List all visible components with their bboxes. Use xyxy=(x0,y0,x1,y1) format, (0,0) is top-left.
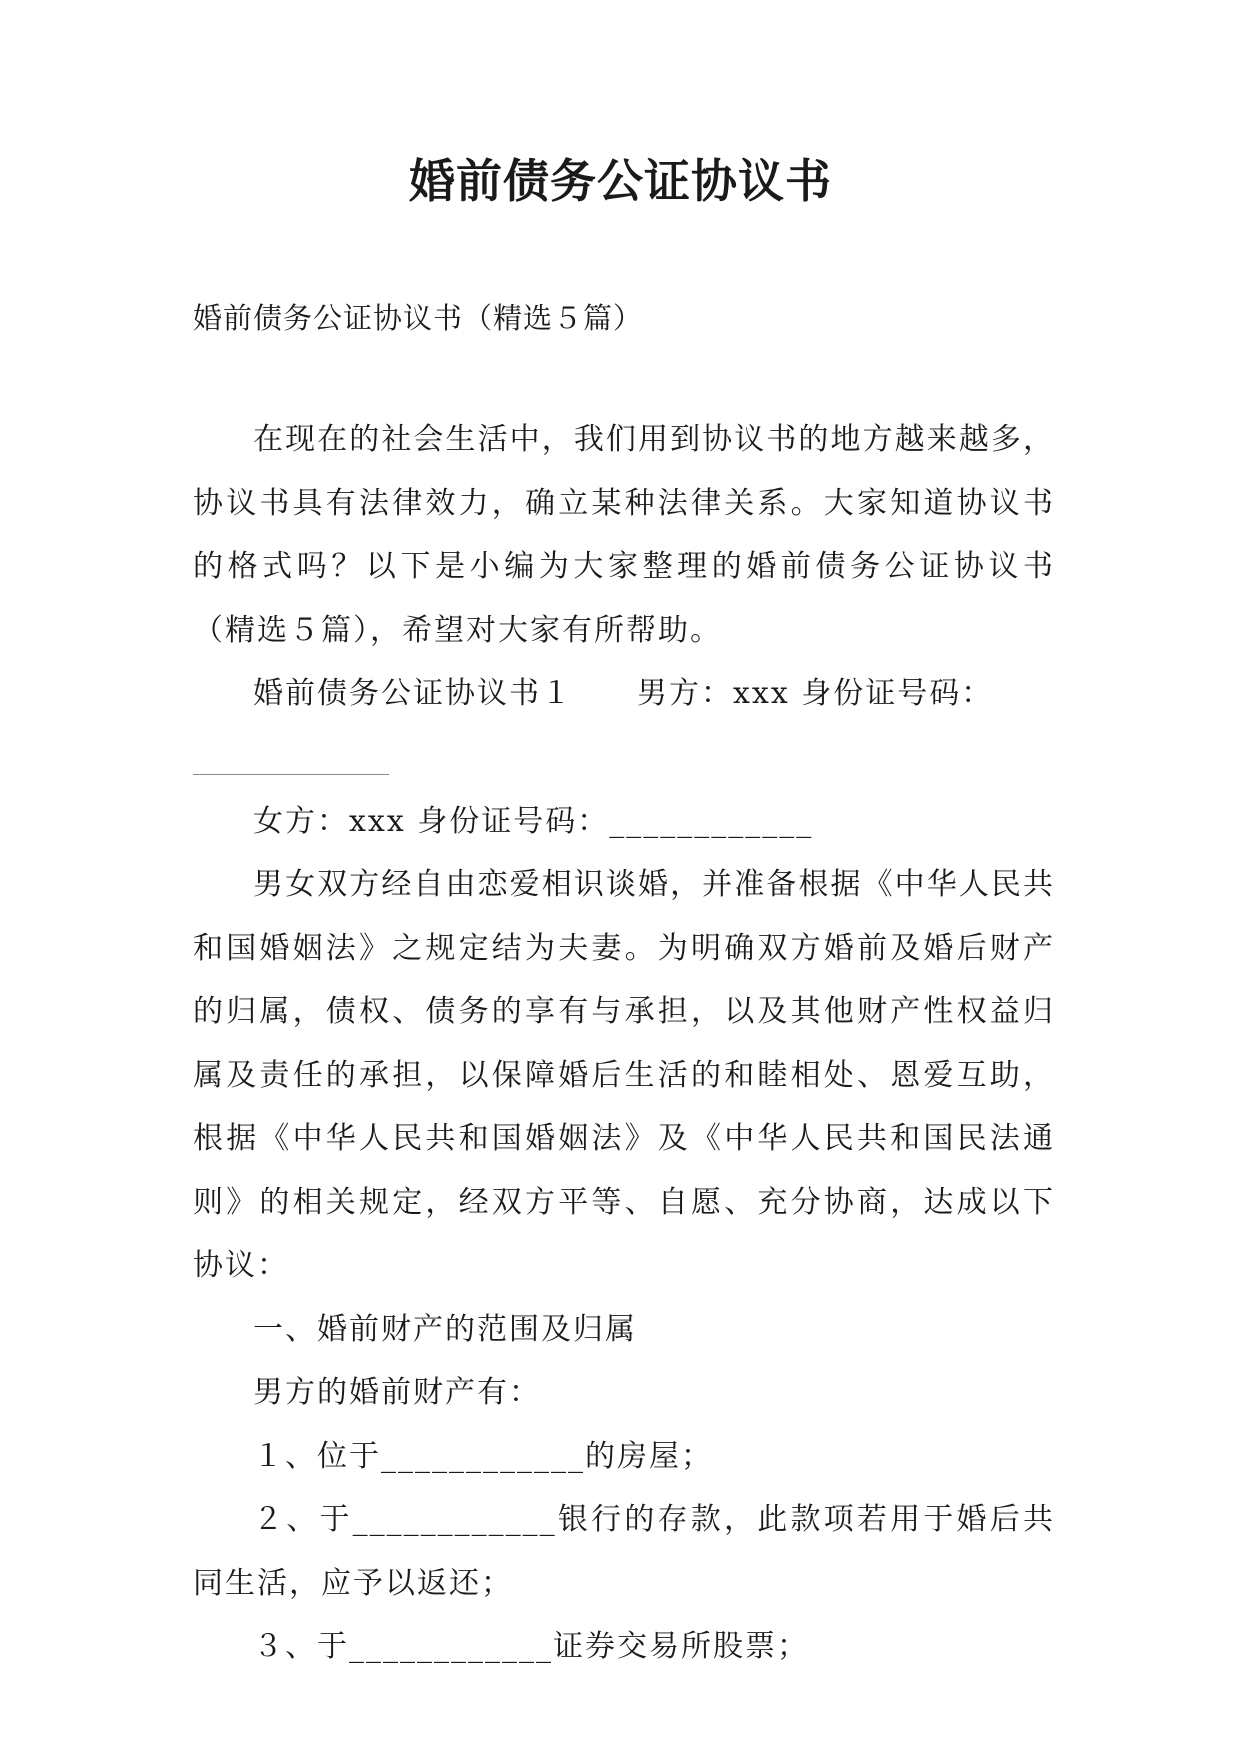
document-subtitle: 婚前债务公证协议书（精选５篇） xyxy=(193,301,644,335)
section-heading: 一、婚前财产的范围及归属 xyxy=(253,1311,637,1347)
document-body xyxy=(193,408,1055,1679)
agreement-heading-line: 婚前债务公证协议书１ 男方：xxx 身份证号码： xyxy=(253,676,994,711)
agreement-preamble-paragraph: 男女双方经自由恋爱相识谈婚，并准备根据《中华人民共和国婚姻法》之规定结为夫妻。为明确双方婚前及婚后财产的归属，债权、债务的享有与承担，以及其他财产性权益归属及责任的承担，以保障婚后生活的和睦相处、恩爱互助，根据《中华人民共和国婚姻法》及《中华人民共和国民法通则》的相关规定，经双方平等、自愿、充分协商，达成以下协议： xyxy=(193,867,1055,1283)
list-item: ２、于____________银行的存款，此款项若用于婚后共同生活，应予以返还； xyxy=(193,1502,1055,1601)
list-item: ３、于____________证券交易所股票； xyxy=(253,1629,809,1664)
list-intro: 男方的婚前财产有： xyxy=(253,1375,541,1410)
document-title: 婚前债务公证协议书 xyxy=(409,154,832,208)
id-number-blank-line xyxy=(193,726,389,775)
female-party-line: 女方：xxx 身份证号码：____________ xyxy=(253,803,814,839)
intro-paragraph: 在现在的社会生活中，我们用到协议书的地方越来越多，协议书具有法律效力，确立某种法律关系。大家知道协议书的格式吗？以下是小编为大家整理的婚前债务公证协议书（精选５篇），希望对大家有所帮助。 xyxy=(193,422,1055,648)
list-item: １、位于____________的房屋； xyxy=(253,1438,713,1474)
